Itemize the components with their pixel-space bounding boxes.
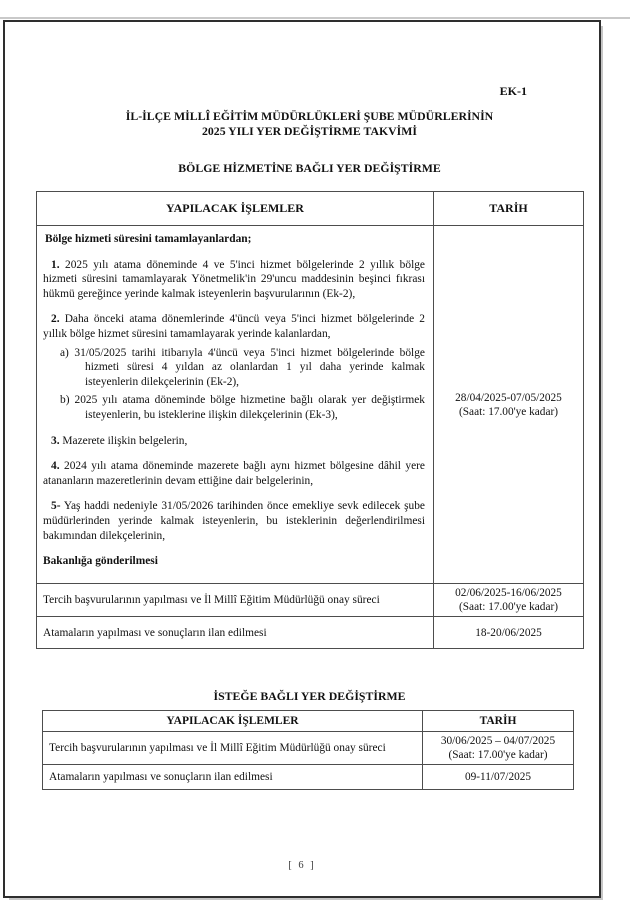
date-deadline-note: (Saat: 17.00'ye kadar): [459, 405, 558, 418]
main-process-cell: [37, 226, 434, 584]
document-page: [3, 20, 601, 898]
numbered-item-4: [43, 459, 425, 488]
document-title-line2: 2025 YILI YER DEĞİŞTİRME TAKVİMİ: [202, 124, 417, 138]
table-header-row: [43, 711, 574, 732]
section-title-istege-bagli: İSTEĞE BAĞLI YER DEĞİŞTİRME: [213, 689, 406, 703]
date-cell: [434, 226, 584, 584]
sub-item-text: 31/05/2025 tarihi itibarıyla 4'üncü veya 5'inci hizmet bölgelerinde bölge hizmeti süresi 4 yıldan az olanlardan 1 yıl daha yerinde kalmak isteyenlerin dilekçelerinin (Ek-2),: [74, 346, 425, 388]
item-marker: 1.: [51, 258, 60, 271]
date-cell: [434, 584, 584, 617]
intro-line: Bölge hizmeti süresini tamamlayanlardan;: [45, 233, 252, 245]
closing-line: Bakanlığa gönderilmesi: [43, 555, 158, 568]
page-content: [5, 22, 599, 896]
date-range: 09-11/07/2025: [464, 771, 532, 783]
item-text: Mazerete ilişkin belgelerin,: [62, 434, 188, 447]
document-title-line1: İL-İLÇE MİLLÎ EĞİTİM MÜDÜRLÜKLERİ ŞUBE MÜDÜRLERİNİN: [125, 109, 494, 123]
item-text: Yaş haddi nedeniyle 31/05/2026 tarihinden önce emekliye sevk edilecek şube müdürlerinden yerinde kalmak isteyenlerin, bu isteklerinin değerlendirilmesi bakımından dilekçelerinin,: [43, 500, 425, 542]
date-range: 30/06/2025 – 04/07/2025: [440, 735, 556, 747]
sub-item-text: 2025 yılı atama döneminde bölge hizmetine bağlı olarak yer değiştirmek isteyenlerin, bu isteklerine ilişkin dilekçelerinin (Ek-3),: [74, 394, 425, 421]
date-range: 18-20/06/2025: [475, 626, 542, 639]
sub-item-marker: a): [60, 346, 69, 359]
item-text: Daha önceki atama dönemlerinde 4'üncü veya 5'inci hizmet bölgelerinde 2 yıllık bölge hizmet süresini tamamlayarak yerinde kalanlardan,: [43, 313, 425, 340]
sub-item-b: [60, 393, 425, 422]
date-cell: [423, 732, 574, 765]
numbered-item-3: [43, 434, 425, 449]
column-header-tarih: TARİH: [423, 711, 574, 732]
item-marker: 3.: [51, 434, 60, 447]
table-row: [37, 584, 584, 617]
table-row: [43, 765, 574, 790]
scan-edge-line: [0, 17, 630, 19]
date-deadline-note: (Saat: 17.00'ye kadar): [459, 601, 558, 613]
item-marker: 4.: [51, 460, 60, 473]
date-deadline-note: (Saat: 17.00'ye kadar): [448, 749, 548, 761]
date-cell: [434, 617, 584, 649]
page-number: [ 6 ]: [288, 860, 316, 871]
date-cell: [423, 765, 574, 790]
item-text: 2024 yılı atama döneminde mazerete bağlı aynı hizmet bölgesine dâhil yere atananların mazeretlerinin devam ettiğine dair belgelerinin,: [43, 460, 425, 487]
process-cell: Atamaların yapılması ve sonuçların ilan edilmesi: [37, 617, 434, 649]
istege-bagli-table: [42, 710, 574, 790]
table-row: [43, 732, 574, 765]
item-marker: 2.: [51, 313, 60, 326]
section-title-bolge-hizmeti: BÖLGE HİZMETİNE BAĞLI YER DEĞİŞTİRME: [178, 161, 441, 175]
table-row: [37, 617, 584, 649]
process-cell: Atamaların yapılması ve sonuçların ilan edilmesi: [43, 765, 423, 790]
column-header-islemler: YAPILACAK İŞLEMLER: [37, 192, 434, 226]
column-header-tarih: TARİH: [434, 192, 584, 226]
sub-item-a: [60, 346, 425, 390]
date-range: 02/06/2025-16/06/2025: [455, 587, 562, 599]
item-text: 2025 yılı atama döneminde 4 ve 5'inci hizmet bölgelerinde 2 yıllık bölge hizmeti süresini tamamlayarak Yönetmelik'in 29'uncu maddesinin beşinci fıkrası hükmü gereğince yerinde kalmak isteyenlerin başvurularının (Ek-2),: [43, 258, 425, 300]
numbered-item-2: [43, 312, 425, 341]
date-range: 28/04/2025-07/05/2025: [455, 391, 562, 404]
table-row: [37, 226, 584, 584]
process-cell: Tercih başvurularının yapılması ve İl Millî Eğitim Müdürlüğü onay süreci: [43, 732, 423, 765]
numbered-item-5: [43, 499, 425, 543]
table-header-row: [37, 192, 584, 226]
column-header-islemler: YAPILACAK İŞLEMLER: [43, 711, 423, 732]
annex-label: EK-1: [499, 84, 527, 98]
numbered-item-1: [43, 258, 425, 302]
item-marker: 5-: [51, 500, 61, 513]
document-title: [36, 109, 583, 139]
bolge-hizmeti-table: [36, 191, 584, 649]
process-cell: Tercih başvurularının yapılması ve İl Millî Eğitim Müdürlüğü onay süreci: [37, 584, 434, 617]
sub-item-marker: b): [60, 394, 70, 407]
